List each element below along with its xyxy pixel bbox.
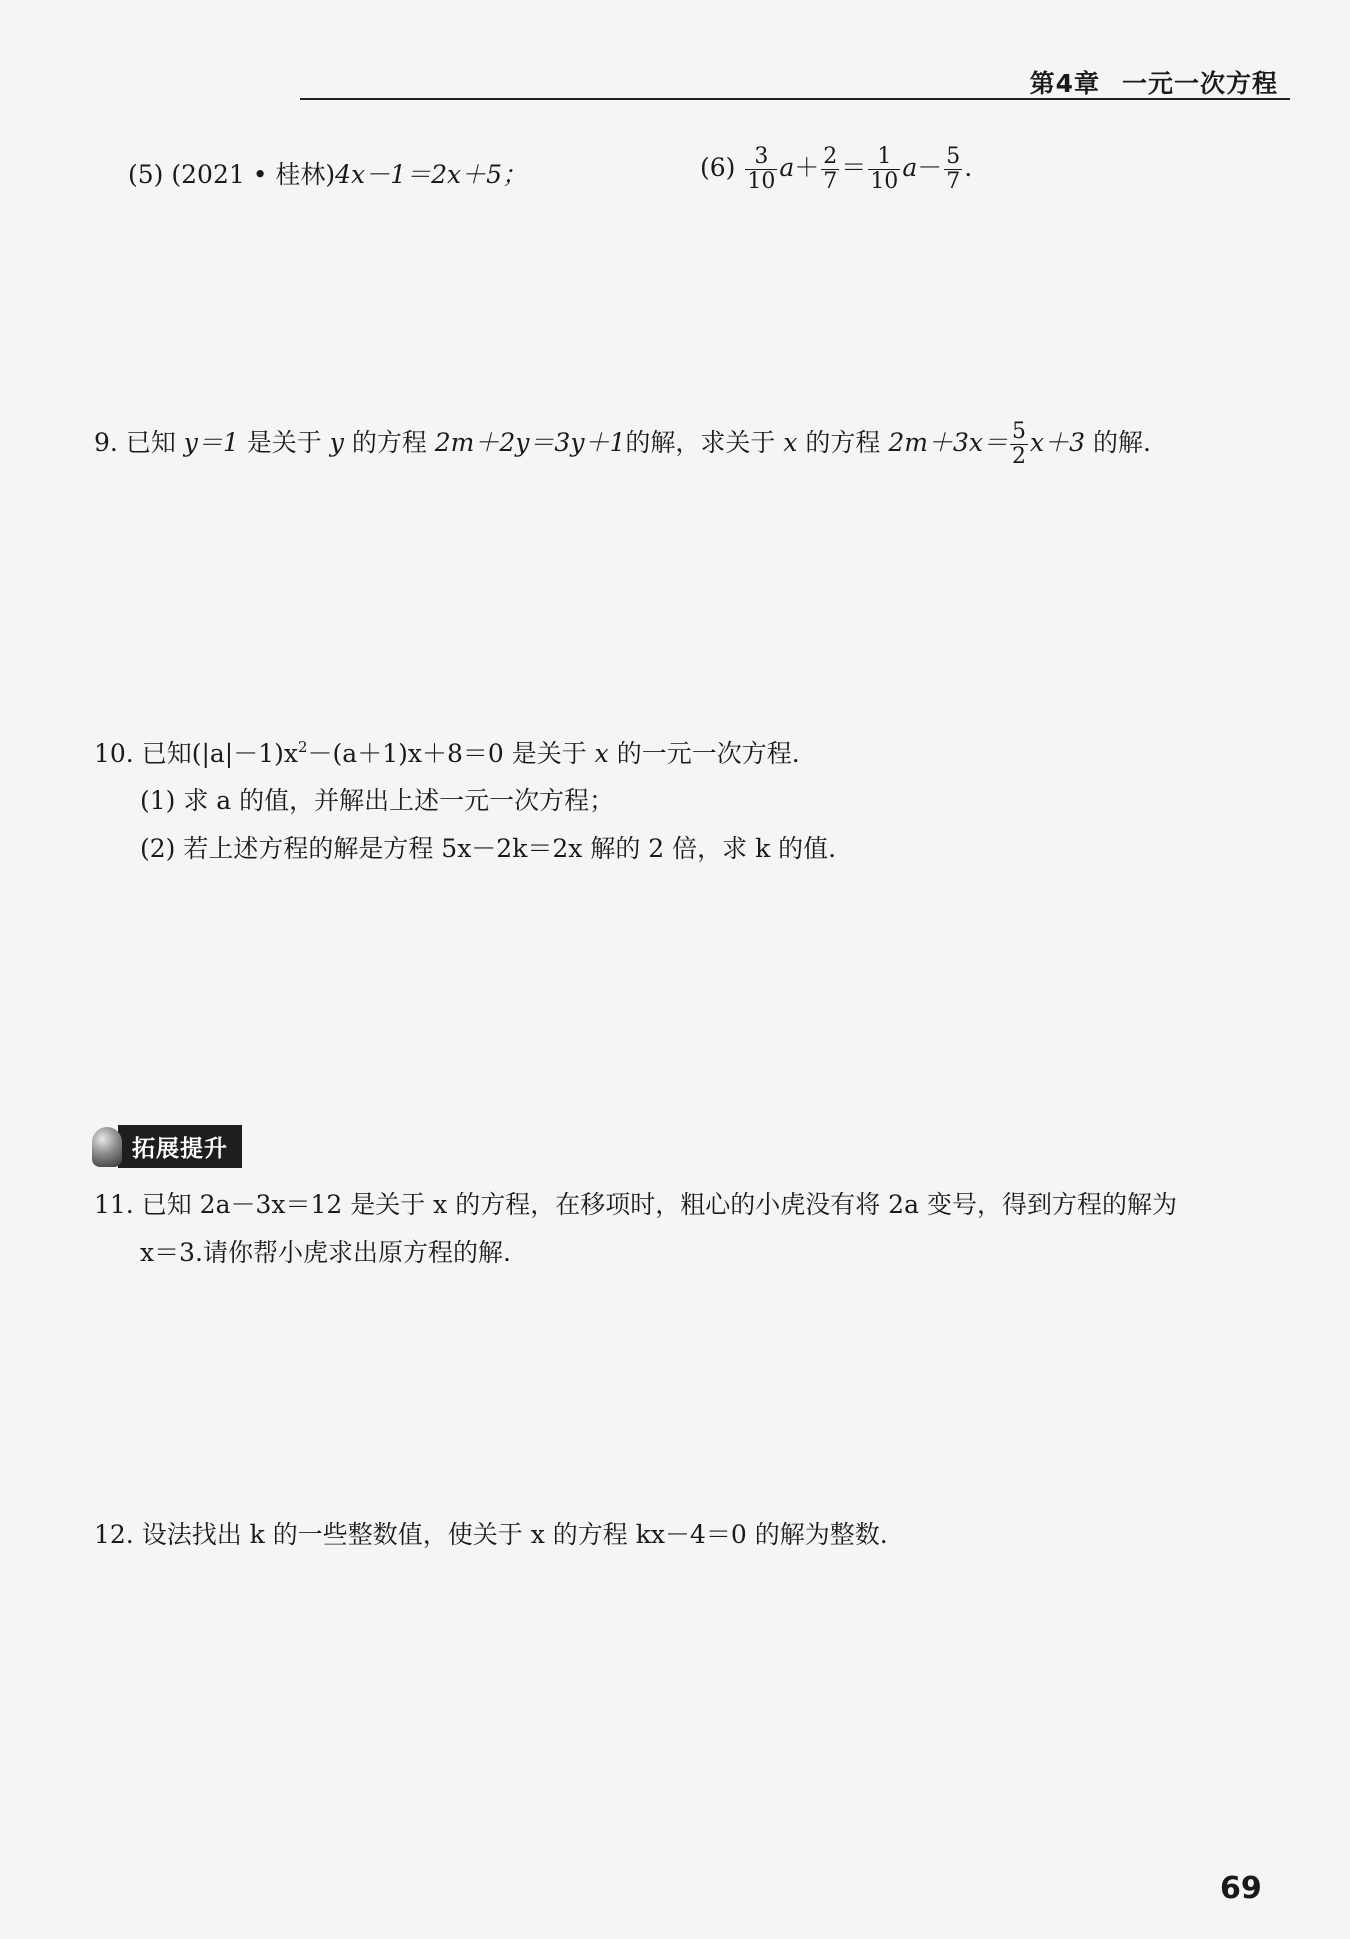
- section-tag: [92, 1125, 242, 1168]
- q8-part6-fraction-1: $\frac{3}{10}$: [747, 144, 776, 195]
- q8-part5: [128, 162, 527, 187]
- q10-number: 10.: [94, 739, 134, 768]
- q9-equation-2-left: 2m＋3x＝: [888, 428, 1008, 458]
- q11-number: 11.: [94, 1190, 134, 1219]
- q9-equation-1: 2m＋2y＝3y＋1: [434, 428, 626, 458]
- q9: 9. 已知 y＝1 是关于 y 的方程 2m＋2y＝3y＋1的解，求关于 x 的方程 2m＋3x＝ $\frac{5}{2}$ x＋3 的解.: [94, 419, 1151, 470]
- lightbulb-icon: [92, 1127, 122, 1167]
- q8-part6-fraction-3: $\frac{1}{10}$: [870, 144, 899, 195]
- q12: 12. 设法找出 k 的一些整数值，使关于 x 的方程 kx－4＝0 的解为整数.: [94, 1520, 888, 1549]
- q10-part1: (1) 求 a 的值，并解出上述一元一次方程；: [140, 786, 615, 815]
- q8-part5-source: (2021 • 桂林): [171, 160, 336, 189]
- q8-part6-fraction-4: $\frac{5}{7}$: [946, 144, 961, 195]
- q9-number: 9.: [94, 428, 118, 458]
- q8-part6-fraction-2: $\frac{2}{7}$: [823, 144, 838, 195]
- q10-stem: 10. 已知$(|a|-1)x^2-(a+1)x+8=0$ 是关于 x 的一元一次方程.: [94, 738, 800, 768]
- q8-part5-equation: 4x－1＝2x＋5；: [335, 160, 527, 189]
- section-label: 拓展提升: [118, 1125, 242, 1168]
- q10-part2: (2) 若上述方程的解是方程 5x－2k＝2x 解的 2 倍，求 k 的值.: [140, 834, 837, 863]
- q8-part5-label: (5): [128, 160, 164, 189]
- q11-line2: x＝3.请你帮小虎求出原方程的解.: [140, 1238, 511, 1267]
- chapter-title: 一元一次方程: [1121, 69, 1278, 98]
- q8-part6: (6) $\frac{3}{10}$ a＋ $\frac{2}{7}$ ＝ $\frac{1}{10}$ a－ $\frac{5}{7}$ .: [700, 144, 973, 195]
- q11-line1: 11. 已知 2a－3x＝12 是关于 x 的方程，在移项时，粗心的小虎没有将 2a 变号，得到方程的解为: [94, 1190, 1177, 1219]
- chapter-header: [1030, 64, 1278, 100]
- q8-part6-label: (6): [700, 153, 736, 183]
- q9-equation-2-right: x＋3: [1029, 428, 1085, 458]
- header-rule: [300, 98, 1290, 100]
- chapter-number: 第4章: [1029, 69, 1100, 98]
- q9-fraction: $\frac{5}{2}$: [1011, 419, 1026, 470]
- q12-number: 12.: [94, 1520, 134, 1549]
- page-number: 69: [1220, 1871, 1262, 1906]
